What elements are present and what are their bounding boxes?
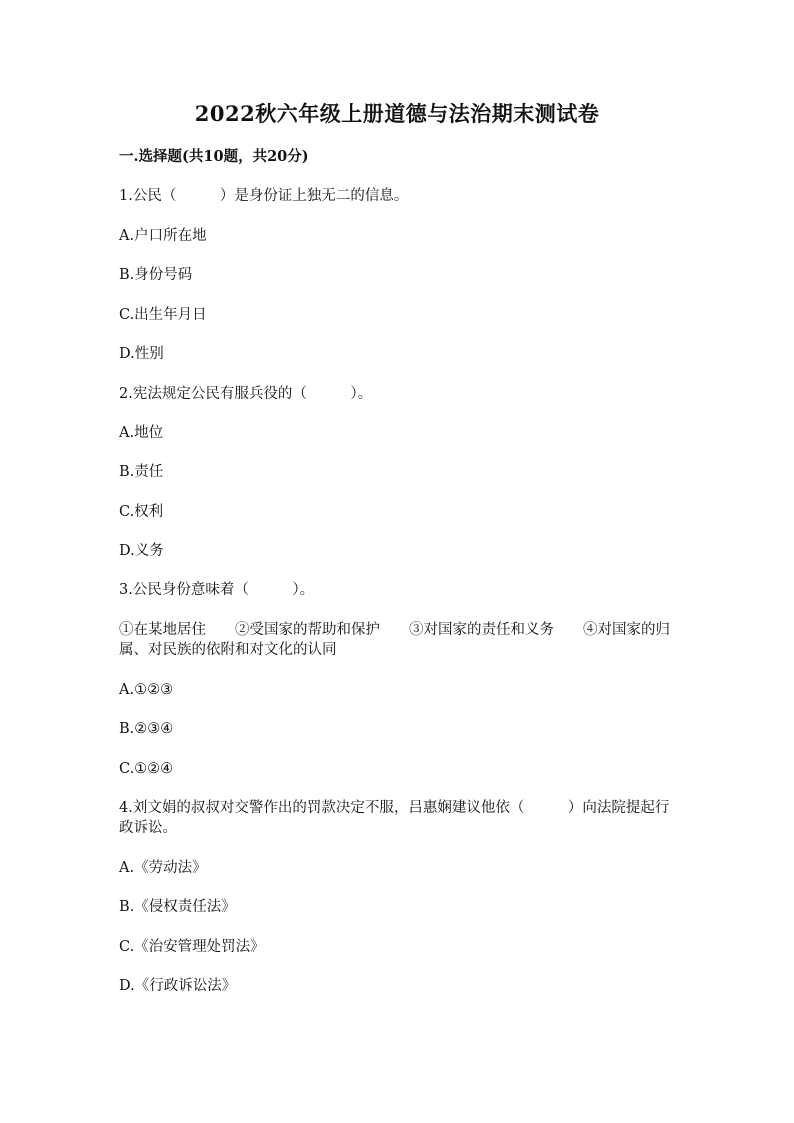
question-3-option-b: B.②③④ [119, 721, 174, 737]
section-heading: 一.选择题(共10题，共20分) [119, 148, 309, 165]
question-4-option-a: A.《劳动法》 [119, 860, 207, 876]
question-1-option-a: A.户口所在地 [119, 228, 207, 244]
question-4-option-c: C.《治安管理处罚法》 [119, 939, 265, 955]
question-1-option-b: B.身份号码 [119, 267, 193, 283]
question-2-option-c: C.权利 [119, 504, 164, 520]
question-1-option-c: C.出生年月日 [119, 307, 207, 323]
question-3-option-a: A.①②③ [119, 682, 174, 698]
question-2-option-d: D.义务 [119, 543, 164, 559]
exam-title: 2022秋六年级上册道德与法治期末测试卷 [194, 101, 600, 126]
question-4-stem: 4.刘文娟的叔叔对交警作出的罚款决定不服，吕惠娴建议他依（ ）向法院提起行政诉讼。 [119, 800, 670, 836]
question-2-option-b: B.责任 [119, 464, 164, 480]
question-4-option-b: B.《侵权责任法》 [119, 899, 236, 915]
question-3-stem: 3.公民身份意味着（ ）。 [119, 582, 315, 598]
question-1-option-d: D.性别 [119, 346, 164, 362]
question-1-stem: 1.公民（ ）是身份证上独无二的信息。 [119, 188, 409, 204]
question-2-option-a: A.地位 [119, 425, 164, 441]
question-3-option-c: C.①②④ [119, 761, 174, 777]
question-3-statements: ①在某地居住 ②受国家的帮助和保护 ③对国家的责任和义务 ④对国家的归属、对民族的依附和对文化的认同 [119, 622, 670, 658]
question-4-option-d: D.《行政诉讼法》 [119, 978, 237, 994]
question-2-stem: 2.宪法规定公民有服兵役的（ ）。 [119, 386, 373, 402]
